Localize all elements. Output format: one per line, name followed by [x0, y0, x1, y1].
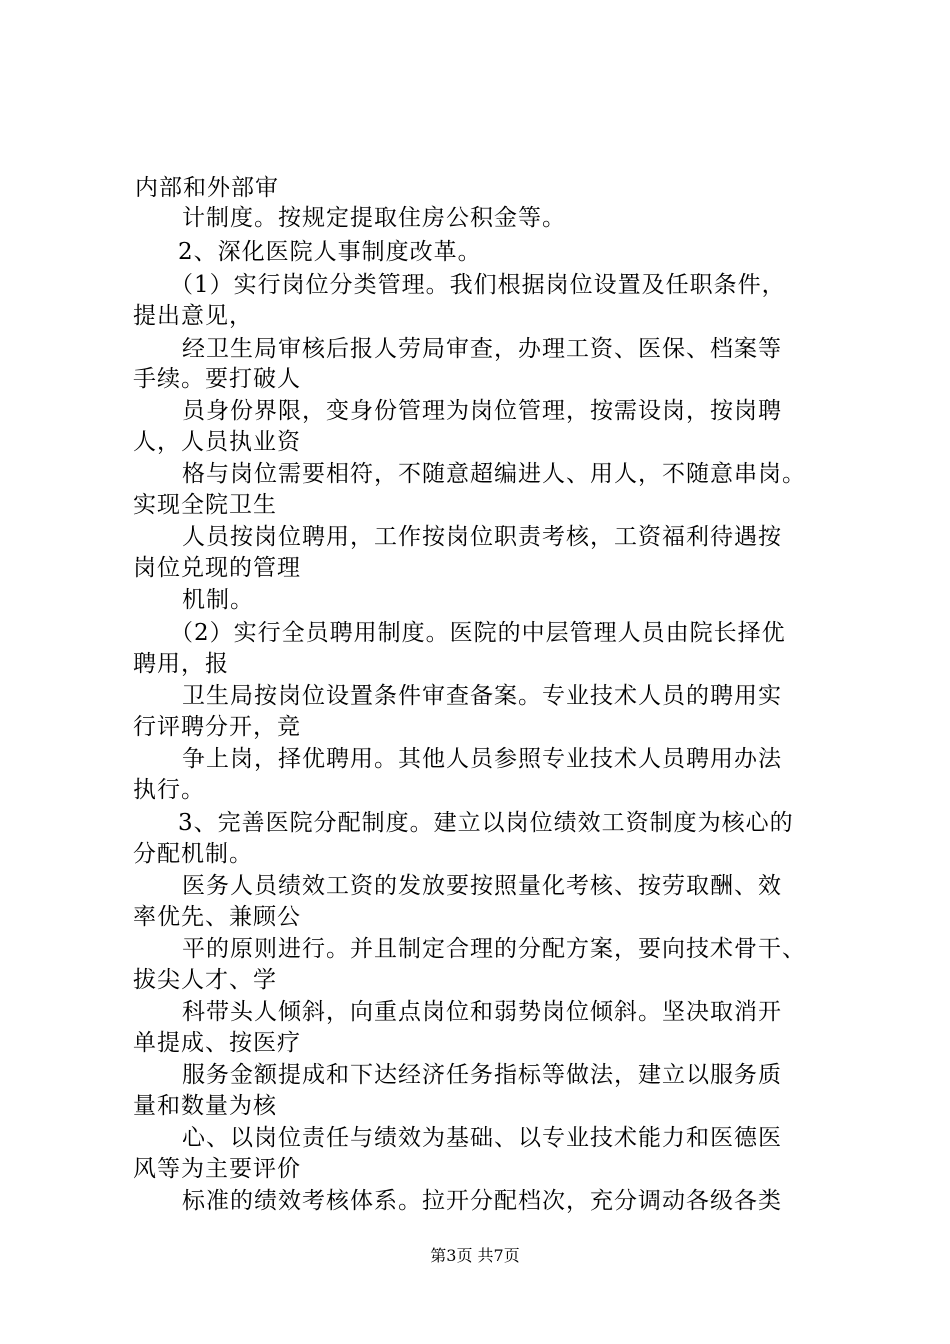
text-line: 人员按岗位聘用，工作按岗位职责考核，工资福利待遇按	[182, 524, 782, 550]
text-line: 服务金额提成和下达经济任务指标等做法，建立以服务质	[182, 1062, 782, 1088]
text-line: （2）实行全员聘用制度。医院的中层管理人员由院长择优	[170, 620, 786, 646]
text-line: 内部和外部审	[135, 175, 279, 201]
text-line: 卫生局按岗位设置条件审查备案。专业技术人员的聘用实	[182, 683, 782, 709]
text-line: 率优先、兼顾公	[133, 904, 301, 930]
text-line: 平的原则进行。并且制定合理的分配方案，要向技术骨干、	[182, 936, 806, 962]
text-line: 科带头人倾斜，向重点岗位和弱势岗位倾斜。坚决取消开	[182, 999, 782, 1025]
text-line: 行评聘分开，竞	[133, 714, 301, 740]
text-line: 聘用，报	[133, 651, 229, 677]
text-line: 执行。	[133, 777, 205, 803]
text-line: 岗位兑现的管理	[133, 555, 301, 581]
text-line: 计制度。按规定提取住房公积金等。	[182, 205, 566, 231]
text-line: 员身份界限，变身份管理为岗位管理，按需设岗，按岗聘	[182, 398, 782, 424]
text-line: 手续。要打破人	[133, 366, 301, 392]
text-line: 心、以岗位责任与绩效为基础、以专业技术能力和医德医	[182, 1125, 782, 1151]
text-line: 经卫生局审核后报人劳局审查，办理工资、医保、档案等	[182, 336, 782, 362]
text-line: 量和数量为核	[133, 1093, 277, 1119]
text-line: 3、完善医院分配制度。建立以岗位绩效工资制度为核心的	[178, 810, 794, 836]
text-line: 机制。	[182, 587, 254, 613]
text-line: 实现全院卫生	[133, 492, 277, 518]
text-line: 2、深化医院人事制度改革。	[178, 239, 482, 265]
text-line: 人，人员执业资	[133, 429, 301, 455]
text-line: 争上岗，择优聘用。其他人员参照专业技术人员聘用办法	[182, 746, 782, 772]
text-line: 单提成、按医疗	[133, 1030, 301, 1056]
text-line: 标准的绩效考核体系。拉开分配档次，充分调动各级各类	[182, 1188, 782, 1214]
text-line: （1）实行岗位分类管理。我们根据岗位设置及任职条件，	[170, 272, 786, 298]
text-line: 风等为主要评价	[133, 1156, 301, 1182]
text-line: 拔尖人才、学	[133, 967, 277, 993]
text-line: 分配机制。	[133, 841, 253, 867]
text-line: 医务人员绩效工资的发放要按照量化考核、按劳取酬、效	[182, 873, 782, 899]
text-line: 格与岗位需要相符，不随意超编进人、用人，不随意串岗。	[182, 461, 806, 487]
page-footer: 第3页 共7页	[430, 1246, 520, 1265]
text-line: 提出意见，	[133, 303, 253, 329]
